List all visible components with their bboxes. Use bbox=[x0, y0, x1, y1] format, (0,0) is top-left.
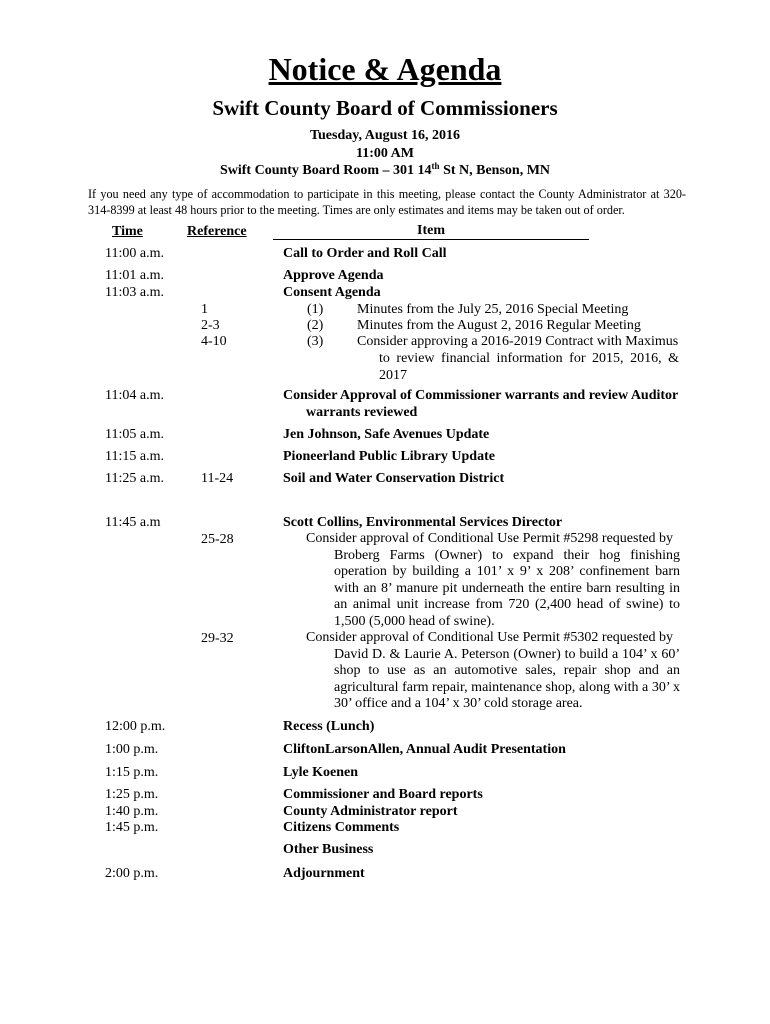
consent-item-text: Minutes from the August 2, 2016 Regular Meeting bbox=[357, 318, 641, 333]
location-ordinal: th bbox=[431, 161, 440, 171]
agenda-item bbox=[283, 387, 680, 421]
agenda-time: 1:15 p.m. bbox=[105, 765, 159, 780]
location-rest: St N, Benson, MN bbox=[439, 163, 551, 178]
agenda-time: 1:45 p.m. bbox=[105, 820, 159, 835]
agenda-item: Adjournment bbox=[283, 866, 365, 881]
agenda-time: 1:00 p.m. bbox=[105, 742, 159, 757]
agenda-time: 1:25 p.m. bbox=[105, 787, 159, 802]
agenda-time: 1:40 p.m. bbox=[105, 804, 159, 819]
agenda-reference: 29-32 bbox=[201, 631, 234, 646]
agenda-item: Soil and Water Conservation District bbox=[283, 471, 505, 486]
agenda-item: Citizens Comments bbox=[283, 820, 400, 835]
agenda-item: Consent Agenda bbox=[283, 285, 381, 300]
agenda-item: CliftonLarsonAllen, Annual Audit Presentation bbox=[283, 742, 566, 757]
agenda-reference: 1 bbox=[201, 302, 208, 317]
consent-item-number: (2) bbox=[307, 318, 324, 333]
consent-item-text: Minutes from the July 25, 2016 Special Meeting bbox=[357, 302, 629, 317]
agenda-time: 2:00 p.m. bbox=[105, 866, 159, 881]
agenda-time: 11:25 a.m. bbox=[105, 471, 164, 486]
agenda-time: 11:05 a.m. bbox=[105, 427, 164, 442]
agenda-time: 11:45 a.m bbox=[105, 515, 161, 530]
board-name: Swift County Board of Commissioners bbox=[212, 96, 558, 120]
column-header-reference: Reference bbox=[187, 224, 247, 239]
column-header-item: Item bbox=[273, 223, 589, 240]
agenda-item: Recess (Lunch) bbox=[283, 719, 375, 734]
agenda-item: Approve Agenda bbox=[283, 268, 384, 283]
meeting-date: Tuesday, August 16, 2016 bbox=[309, 128, 461, 143]
agenda-time: 12:00 p.m. bbox=[105, 719, 166, 734]
permit-item bbox=[306, 531, 680, 630]
agenda-item: Call to Order and Roll Call bbox=[283, 246, 447, 261]
agenda-time: 11:00 a.m. bbox=[105, 246, 164, 261]
permit-item-details: David D. & Laurie A. Peterson (Owner) to build a 104’ x 60’ shop to use as an automotive sales, repair shop and an agricultural farm repair, maintenance shop, along with a 30’ x 30’ office and a 104’ x 30’ cold storage area. bbox=[334, 646, 680, 711]
consent-item-number: (3) bbox=[307, 334, 324, 349]
agenda-reference: 2-3 bbox=[201, 318, 220, 333]
agenda-item-line: Consider Approval of Commissioner warrants and review Auditor bbox=[283, 388, 679, 403]
document-title: Notice & Agenda bbox=[268, 51, 502, 87]
agenda-time: 11:04 a.m. bbox=[105, 388, 164, 403]
permit-item bbox=[306, 630, 680, 713]
consent-item-text bbox=[357, 333, 679, 384]
agenda-item: County Administrator report bbox=[283, 804, 458, 819]
permit-item-line: Consider approval of Conditional Use Permit #5302 requested by bbox=[306, 630, 674, 645]
permit-item-details: Broberg Farms (Owner) to expand their hog finishing operation by building a 101’ x 9’ x 208’ confinement barn with an 8’ manure pit underneath the entire barn resulting in an animal unit increase from 720 (2,400 head of swine) to 1,500 (5,000 head of swine). bbox=[334, 547, 680, 629]
consent-item-number: (1) bbox=[307, 302, 324, 317]
meeting-location bbox=[0, 161, 770, 181]
permit-item-line: Consider approval of Conditional Use Permit #5298 requested by bbox=[306, 531, 674, 546]
accommodation-notice: If you need any type of accommodation to participate in this meeting, please contact the County Administrator at 320-314-8399 at least 48 hours prior to the meeting. Times are only estimates and items may be taken out of order. bbox=[88, 187, 686, 217]
agenda-item: Jen Johnson, Safe Avenues Update bbox=[283, 427, 490, 442]
meeting-time: 11:00 AM bbox=[356, 146, 414, 161]
consent-item-line: Consider approving a 2016-2019 Contract with Maximus bbox=[357, 334, 679, 349]
column-header-time: Time bbox=[112, 224, 143, 239]
agenda-item-continuation: warrants reviewed bbox=[306, 405, 418, 420]
agenda-item: Pioneerland Public Library Update bbox=[283, 449, 495, 464]
agenda-time: 11:15 a.m. bbox=[105, 449, 164, 464]
agenda-reference: 4-10 bbox=[201, 334, 227, 349]
agenda-reference: 11-24 bbox=[201, 471, 234, 486]
agenda-time: 11:01 a.m. bbox=[105, 268, 164, 283]
agenda-item: Commissioner and Board reports bbox=[283, 787, 483, 802]
location-main: Swift County Board Room – 301 14 bbox=[219, 163, 432, 178]
agenda-item: Lyle Koenen bbox=[283, 765, 359, 780]
consent-item-continuation: to review financial information for 2015, 2016, & 2017 bbox=[379, 351, 679, 383]
agenda-reference: 25-28 bbox=[201, 532, 234, 547]
agenda-item: Other Business bbox=[283, 842, 374, 857]
agenda-time: 11:03 a.m. bbox=[105, 285, 164, 300]
agenda-item: Scott Collins, Environmental Services Director bbox=[283, 515, 563, 530]
